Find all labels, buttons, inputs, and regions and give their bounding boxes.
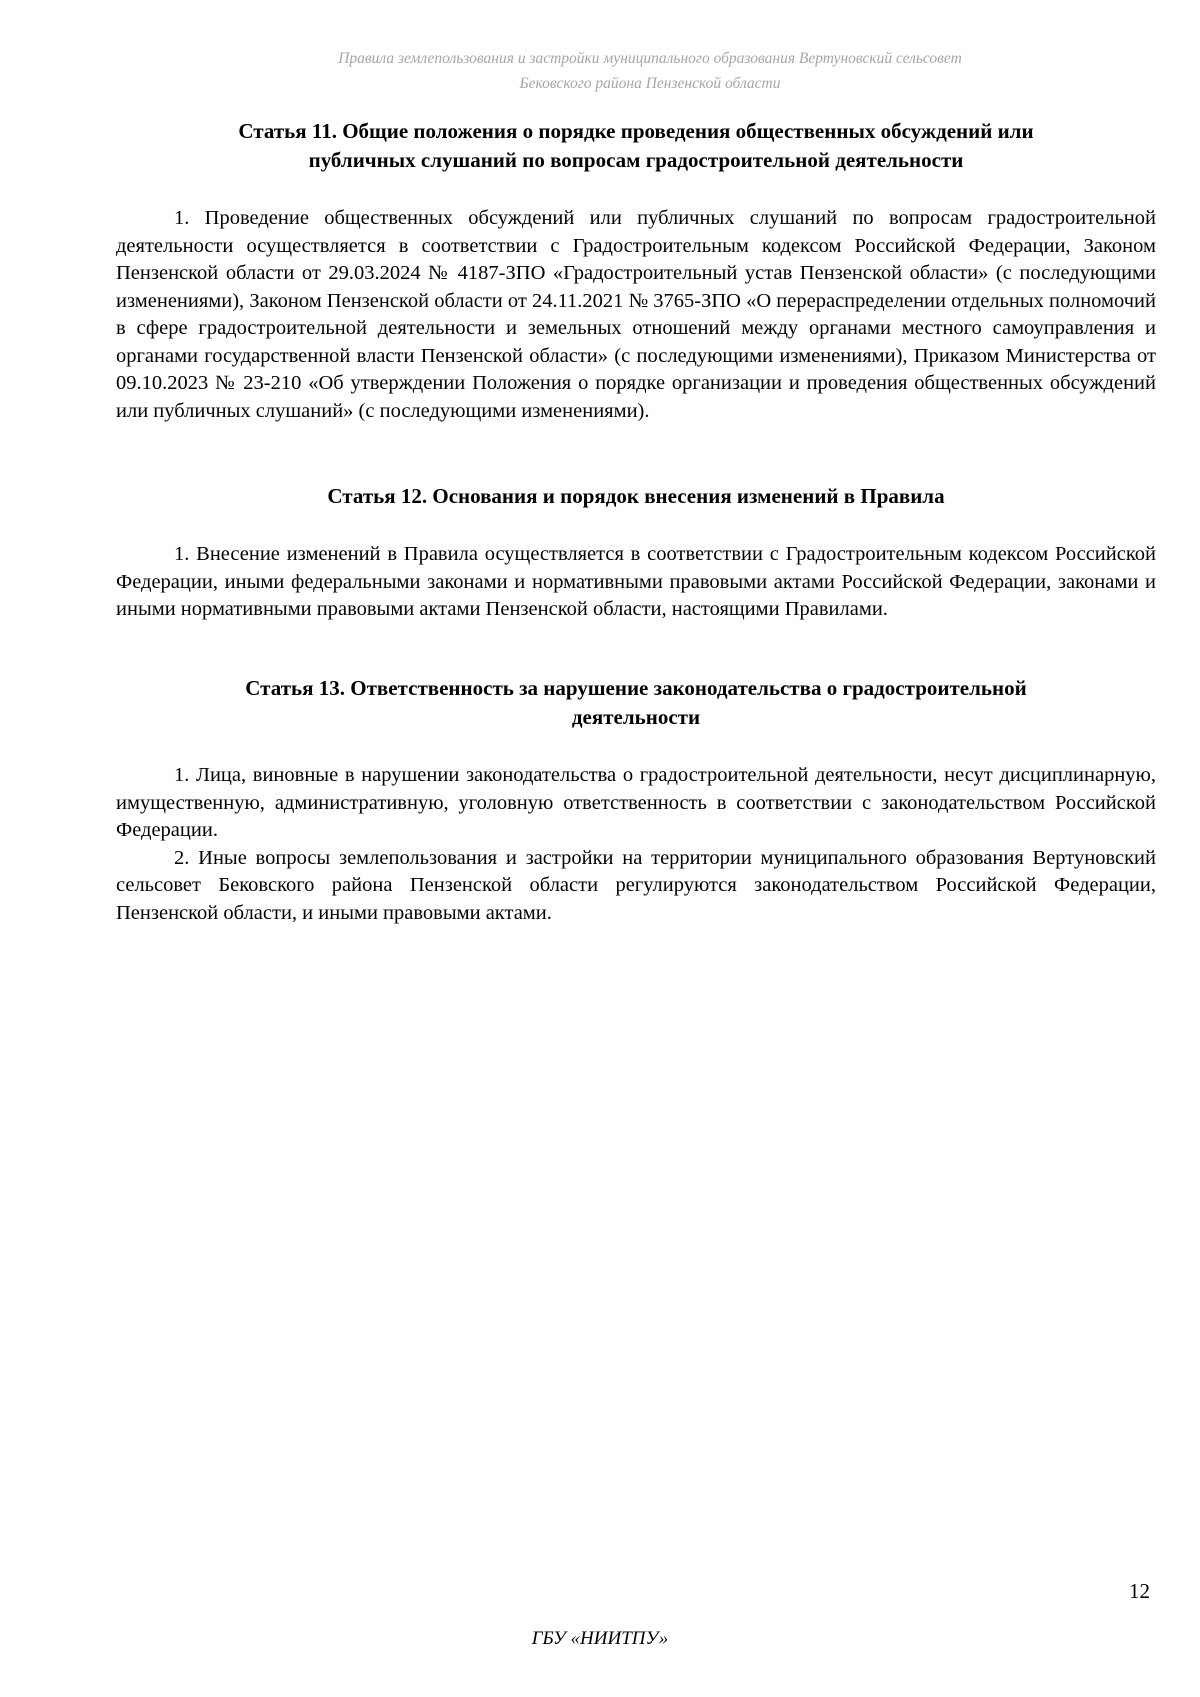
article-13-body [116,762,1156,927]
article-11-paragraph-1: 1. Проведение общественных обсуждений или публичных слушаний по вопросам градостроительной деятельности осуществляется в соответствии с Градостроительным кодексом Российской Федерации, Законом Пензенской области от 29.03.2024 № 4187-ЗПО «Градостроительный устав Пензенской области» (с последующими изменениями), Законом Пензенской области от 24.11.2021 № 3765-ЗПО «О перераспределении отдельных полномочий в сфере градостроительной деятельности и земельных отношений между органами местного самоуправления и органами государственной власти Пензенской области» (с последующими изменениями), Приказом Министерства от 09.10.2023 № 23-210 «Об утверждении Положения о порядке организации и проведения общественных обсуждений или публичных слушаний» (с последующими изменениями). [116,207,1156,422]
article-13-title-line-1: Статья 13. Ответственность за нарушение законодательства о градостроительной [245,676,1027,700]
running-header-line-2: Бековского района Пензенской области [519,75,781,92]
page-number: 12 [1129,1579,1150,1603]
article-13 [116,674,1156,927]
running-header [150,46,1150,96]
article-11-title-line-2: публичных слушаний по вопросам градостроительной деятельности [308,148,964,172]
article-11-body [116,205,1156,425]
article-12-title: Статья 12. Основания и порядок внесения изменений в Правила [327,484,945,508]
footer-organization: ГБУ «НИИТПУ» [531,1628,669,1649]
running-header-line-1: Правила землепользования и застройки муниципального образования Вертуновский сельсовет [338,50,962,67]
article-13-title [116,674,1156,732]
article-12 [116,482,1156,624]
article-11-title [116,117,1156,175]
article-11-title-line-1: Статья 11. Общие положения о порядке проведения общественных обсуждений или [238,119,1034,143]
article-12-paragraph-1: 1. Внесение изменений в Правила осуществляется в соответствии с Градостроительным кодексом Российской Федерации, иными федеральными законами и нормативными правовыми актами Российской Федерации, законами и иными нормативными правовыми актами Пензенской области, настоящими Правилами. [116,543,1156,620]
article-12-body [116,541,1156,624]
article-13-paragraph-2: 2. Иные вопросы землепользования и застройки на территории муниципального образования Вертуновский сельсовет Бековского района Пензенской области регулируются законодательством Российской Федерации, Пензенской области, и иными правовыми актами. [116,846,1156,924]
article-13-title-line-2: деятельности [571,705,701,729]
article-11 [116,117,1156,425]
article-13-paragraph-1: 1. Лица, виновные в нарушении законодательства о градостроительной деятельности, несут дисциплинарную, имущественную, административную, уголовную ответственность в соответствии с законодательством Российской Федерации. [116,764,1156,841]
